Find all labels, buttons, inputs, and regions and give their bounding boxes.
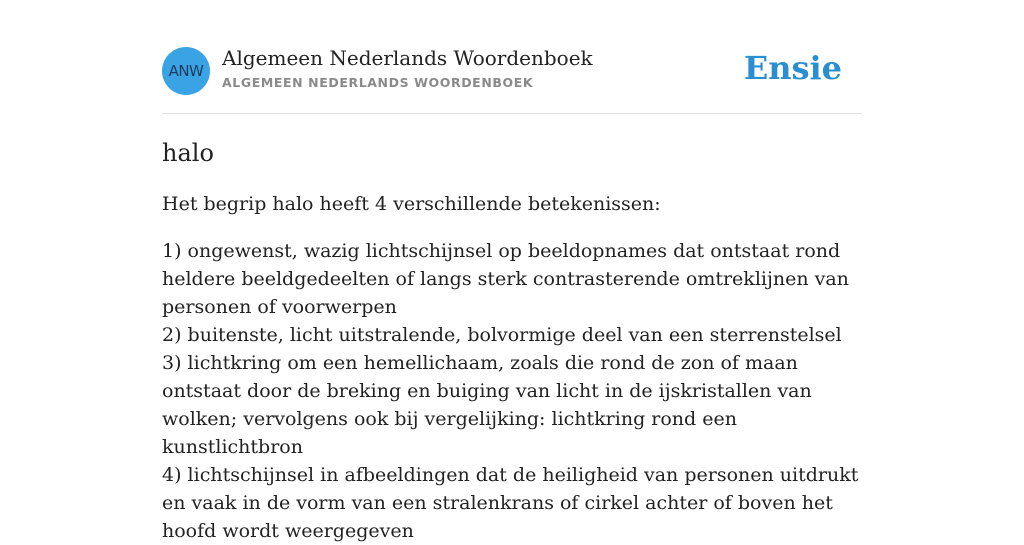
anw-logo[interactable]: ANW [162,47,210,95]
meaning-item: 1) ongewenst, wazig lichtschijnsel op beeldopnames dat ontstaat rond heldere beeldgedeelten of langs sterk contrasterende omtreklijnen van personen of voorwerpen [162,240,849,318]
meanings-list [162,237,862,545]
entry-term: halo [162,139,214,167]
entry-content [162,136,862,545]
meaning-item: 4) lichtschijnsel in afbeeldingen dat de heiligheid van personen uitdrukt en vaak in de vorm van een stralenkrans of cirkel achter of boven het hoofd wordt weergegeven [162,464,859,542]
entry-intro: Het begrip halo heeft 4 verschillende betekenissen: [162,193,661,215]
header [162,46,862,96]
ensie-brand-logo[interactable]: Ensie [743,49,842,87]
meaning-item: 3) lichtkring om een hemellichaam, zoals die rond de zon of maan ontstaat door de breking en buiging van licht in de ijskristallen van wolken; vervolgens ook bij vergelijking: lichtkring rond een kunstlichtbron [162,352,812,458]
meaning-item: 2) buitenste, licht uitstralende, bolvormige deel van een sterrenstelsel [162,324,842,346]
dictionary-title[interactable]: Algemeen Nederlands Woordenboek [222,46,593,70]
dictionary-subtitle: ALGEMEEN NEDERLANDS WOORDENBOEK [222,75,534,90]
header-divider [162,113,862,114]
